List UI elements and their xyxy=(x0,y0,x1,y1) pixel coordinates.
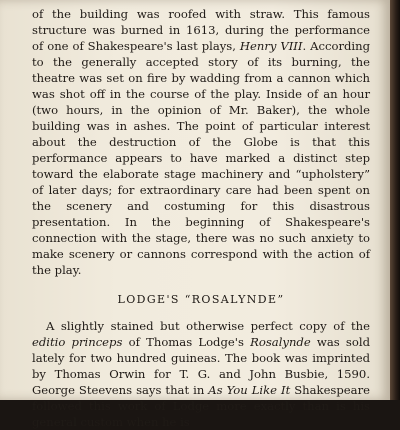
paragraph-2-part-4: Shakespeare followed this work of Lodge more exactly than is his general custom when he is xyxy=(32,383,370,429)
paragraph-1-part-2: . According to the generally accepted story of its burning, the theatre was set on fire by wadding from a cannon which was shot off in the course of the play. Inside of an hour (two hours, in the opinion of Mr. Baker), the whole building was in ashes. The point of particular interest about the destruction of the Globe is that this performance appears to have marked a distinct step toward the elaborate stage machinery and “upholstery” of later days; for extraordinary care had been spent on the scenery and costuming for this disastrous presentation. In the beginning of Shakespeare's connection with the stage, there was no such anxiety to make scenery or cannons correspond with the action of the play. xyxy=(32,39,370,277)
paragraph-1-part-1: of the building was roofed with straw. This famous structure was burned in 1613, during the performance of one of Shakespeare's last plays, xyxy=(32,7,370,53)
play-title-as-you-like-it: As You Like It xyxy=(208,383,291,397)
book-title-rosalynde: Rosalynde xyxy=(250,335,311,349)
page-text xyxy=(32,6,370,430)
paragraph-rosalynde xyxy=(32,318,370,430)
paragraph-2-part-1: A slightly stained but otherwise perfect copy of the xyxy=(46,319,370,333)
section-heading: LODGE'S “ROSALYNDE” xyxy=(117,293,285,306)
paragraph-globe-fire xyxy=(32,6,370,278)
page-edge-shadow xyxy=(390,0,400,400)
play-title-henry-viii: Henry VIII xyxy=(239,39,303,53)
paragraph-2-part-2: of Thomas Lodge's xyxy=(122,335,251,349)
paragraph-2-part-3: was sold lately for two hundred guineas. The book was imprinted by Thomas Orwin for T. G. and John Busbie, 1590. George Steevens says that in xyxy=(32,335,370,397)
term-editio-princeps: editio princeps xyxy=(32,335,123,349)
